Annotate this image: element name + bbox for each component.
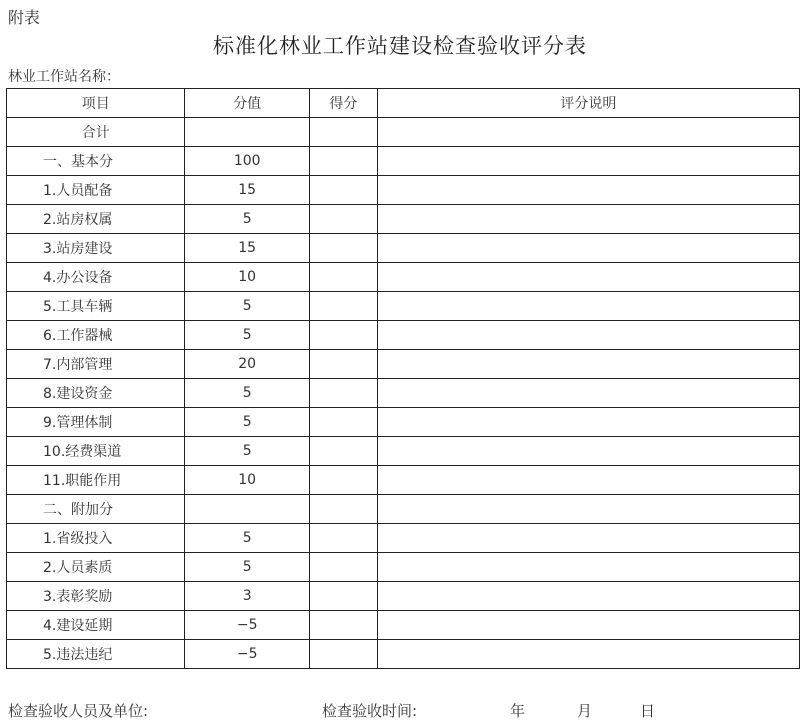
month-label: 月 [577,702,593,720]
row-item: 2.人员素质 [7,553,185,582]
row-item: 二、附加分 [7,495,185,524]
row-score-cell[interactable] [309,263,377,292]
row-item: 5.工具车辆 [7,292,185,321]
row-description-cell[interactable] [377,553,799,582]
row-item: 10.经费渠道 [7,437,185,466]
row-score-cell[interactable] [309,553,377,582]
row-score-cell[interactable] [309,205,377,234]
row-score-cell[interactable] [309,640,377,669]
row-description-cell[interactable] [377,205,799,234]
row-value: 100 [185,147,310,176]
row-score-cell[interactable] [309,234,377,263]
row-score-cell[interactable] [309,466,377,495]
table-row [7,640,800,669]
row-description-cell[interactable] [377,524,799,553]
row-value: 5 [185,205,310,234]
row-description-cell[interactable] [377,350,799,379]
row-value [185,118,310,147]
row-description-cell[interactable] [377,466,799,495]
row-value: 10 [185,263,310,292]
row-score-cell[interactable] [309,292,377,321]
day-label: 日 [640,702,656,720]
year-label: 年 [510,702,526,720]
row-value: 5 [185,408,310,437]
table-row [7,437,800,466]
row-item: 4.建设延期 [7,611,185,640]
row-description-cell[interactable] [377,437,799,466]
row-value: −5 [185,611,310,640]
row-description-cell[interactable] [377,263,799,292]
row-score-cell[interactable] [309,524,377,553]
row-score-cell[interactable] [309,437,377,466]
row-score-cell[interactable] [309,611,377,640]
row-description-cell[interactable] [377,379,799,408]
row-description-cell[interactable] [377,640,799,669]
row-description-cell[interactable] [377,321,799,350]
row-score-cell[interactable] [309,321,377,350]
row-item: 2.站房权属 [7,205,185,234]
row-value: 5 [185,437,310,466]
row-value: 5 [185,553,310,582]
row-item: 1.省级投入 [7,524,185,553]
score-table [6,88,800,669]
row-score-cell[interactable] [309,147,377,176]
table-header-row [7,89,800,118]
header-score: 得分 [309,89,377,118]
table-row [7,292,800,321]
table-row [7,379,800,408]
row-item: 3.站房建设 [7,234,185,263]
row-value: 10 [185,466,310,495]
row-score-cell[interactable] [309,379,377,408]
row-score-cell[interactable] [309,582,377,611]
row-value: 15 [185,234,310,263]
row-score-cell[interactable] [309,118,377,147]
table-row [7,147,800,176]
row-description-cell[interactable] [377,234,799,263]
inspector-label: 检查验收人员及单位: [8,702,149,720]
header-description: 评分说明 [377,89,799,118]
row-item: 5.违法违纪 [7,640,185,669]
row-value: 5 [185,321,310,350]
table-row [7,350,800,379]
row-description-cell[interactable] [377,582,799,611]
table-row [7,118,800,147]
row-item: 3.表彰奖励 [7,582,185,611]
row-score-cell[interactable] [309,408,377,437]
row-value [185,495,310,524]
row-description-cell[interactable] [377,118,799,147]
row-item: 1.人员配备 [7,176,185,205]
header-item: 项目 [7,89,185,118]
row-value: 5 [185,379,310,408]
row-score-cell[interactable] [309,350,377,379]
row-score-cell[interactable] [309,495,377,524]
row-description-cell[interactable] [377,147,799,176]
table-row [7,234,800,263]
row-value: 20 [185,350,310,379]
row-item: 6.工作器械 [7,321,185,350]
inspection-time-label: 检查验收时间: [322,702,418,720]
row-item: 合计 [7,118,185,147]
table-row [7,611,800,640]
table-row [7,466,800,495]
page-title: 标准化林业工作站建设检查验收评分表 [213,34,587,58]
row-value: −5 [185,640,310,669]
row-item: 一、基本分 [7,147,185,176]
row-item: 8.建设资金 [7,379,185,408]
header-value: 分值 [185,89,310,118]
annex-label: 附表 [8,8,41,27]
row-description-cell[interactable] [377,495,799,524]
row-item: 11.职能作用 [7,466,185,495]
row-value: 15 [185,176,310,205]
table-row [7,263,800,292]
table-row [7,205,800,234]
row-value: 3 [185,582,310,611]
row-item: 9.管理体制 [7,408,185,437]
row-value: 5 [185,292,310,321]
table-row [7,321,800,350]
table-row [7,495,800,524]
table-row [7,582,800,611]
table-row [7,408,800,437]
row-score-cell[interactable] [309,176,377,205]
row-value: 5 [185,524,310,553]
row-description-cell[interactable] [377,611,799,640]
station-name-label: 林业工作站名称： [8,69,120,85]
table-row [7,553,800,582]
table-row [7,176,800,205]
row-item: 7.内部管理 [7,350,185,379]
row-description-cell[interactable] [377,408,799,437]
row-description-cell[interactable] [377,292,799,321]
row-item: 4.办公设备 [7,263,185,292]
row-description-cell[interactable] [377,176,799,205]
table-row [7,524,800,553]
